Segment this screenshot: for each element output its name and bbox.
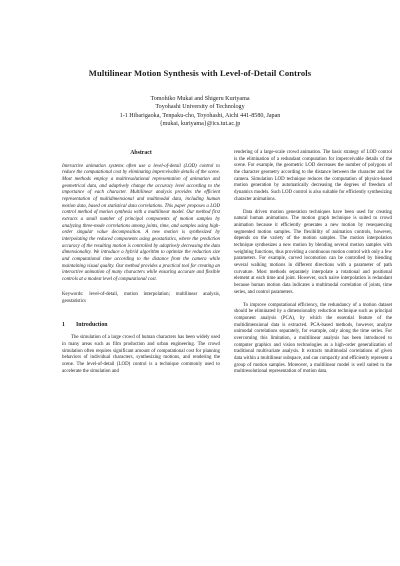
left-column bbox=[62, 150, 220, 375]
paper-title: Multilinear Motion Synthesis with Level-of-Detail Controls bbox=[88, 68, 312, 78]
abstract-text: Interactive animation systems often use a level-of-detail (LOD) control to reduce the computational cost by eliminating imperceivable details of the scene. Most methods employ a multiresolutional representation of animation and geometrical data, and adaptively change the accuracy level according to the importance of each character. Multilinear analysis provides the efficient representation of multidimensional and multimodal data, including human motion data, based on statistical data correlations. This paper proposes a LOD control method of motion synthesis with a multilinear model. Our method first extracts a small number of principal components of motion samples by analyzing three-mode correlations among joints, time, and samples using high-order singular value decomposition. A new motion is synthesized by interpolating the reduced components using geostatistics, where the prediction accuracy of the resulting motion is controlled by adaptively decreasing the data dimensionality. We introduce a hybrid algorithm to optimize the reduction size and computational time according to the distance from the camera while maintaining visual quality. Our method provides a practical tool for creating an interactive animation of many characters while ensuring accurate and flexible controls at a modest level of computational cost. bbox=[62, 163, 220, 282]
abstract-heading: Abstract bbox=[130, 150, 152, 156]
author-address: 1-1 Hibarigaoka, Tenpaku-cho, Toyohashi, Aichi 441-8580, Japan bbox=[119, 112, 281, 119]
intro-paragraph-1: The simulation of a large crowd of human characters has been widely used in many areas such as film production and urban engineering. The crowd simulation often requires significant amount of computational cost for planning behaviors of individual characters, synthesizing motions, and rendering the scene. The level-of-detail (LOD) control is a technique commonly used to accelerate the simulation and bbox=[62, 335, 220, 374]
author-affiliation: Toyohashi University of Technology bbox=[155, 104, 245, 111]
right-column bbox=[234, 150, 392, 376]
intro-paragraph-3: To improve computational efficiency, the redundancy of a motion dataset should be eliminated by a dimensionality reduction technique such as principal component analysis (PCA), by which the essential feature of the multidimensional data is extracted. PCA-based methods, however, analyze unimodal correlations separately, for example, only along the time series. For overcoming this limitation, a multilinear analysis has been introduced to computer graphics and vision technologies as a high-order generalization of traditional multivariate analysis. It extracts multimodal correlations of given data within a multilinear subspace, and can compactly and efficiently represent a group of motion samples. Moreover, a multilinear model is well suited to the multiresolutional representation of motion data. bbox=[234, 302, 392, 375]
author-names: Tomohiko Mukai and Shigeru Kuriyama bbox=[150, 96, 250, 102]
intro-paragraph-continued: rendering of a large-scale crowd animation. The basic strategy of LOD control is the elimination of a redundant computation for imperceivable details of the scene. For example, the geometric LOD decreases the number of polygons of the character geometry according to the distance between the character and the camera. Simulation LOD technique reduces the computation of physics-based motion generation by automatically decreasing the degrees of freedom of dynamics models. Such LOD control is also suitable for efficiently synthesizing character animations. bbox=[234, 150, 392, 202]
keywords: Keywords: level-of-detail, motion interpolation; multilinear analysis, geostatistics bbox=[62, 292, 220, 305]
section-number: 1 bbox=[62, 321, 65, 328]
intro-paragraph-2: Data driven motion generation techniques have been used for creating natural human animations. The motion graph technique is suited to crowd animation because it efficiently generates a new motion by resequencing segmented motion samples. The flexibility of animation controls, however, depends on the variety of the motion samples. The motion interpolation technique synthesizes a new motion by blending several motion samples with weighting functions, thus providing a continuous motion control with only a few parameters. For example, curved locomotion can be controlled by blending several walking motions in different directions with a parameter of path curvature. Most methods separately interpolate a rotational and positional element at each time and joint. However, such naive interpolation is redundant because human motion data indicates a multimodal correlation of joints, time series, and control parameters. bbox=[234, 209, 392, 295]
author-block bbox=[0, 95, 400, 128]
section-heading-introduction bbox=[62, 322, 220, 329]
author-email: {mukai, kuriyama}@ics.tut.ac.jp bbox=[159, 120, 241, 127]
section-title: Introduction bbox=[76, 321, 108, 328]
